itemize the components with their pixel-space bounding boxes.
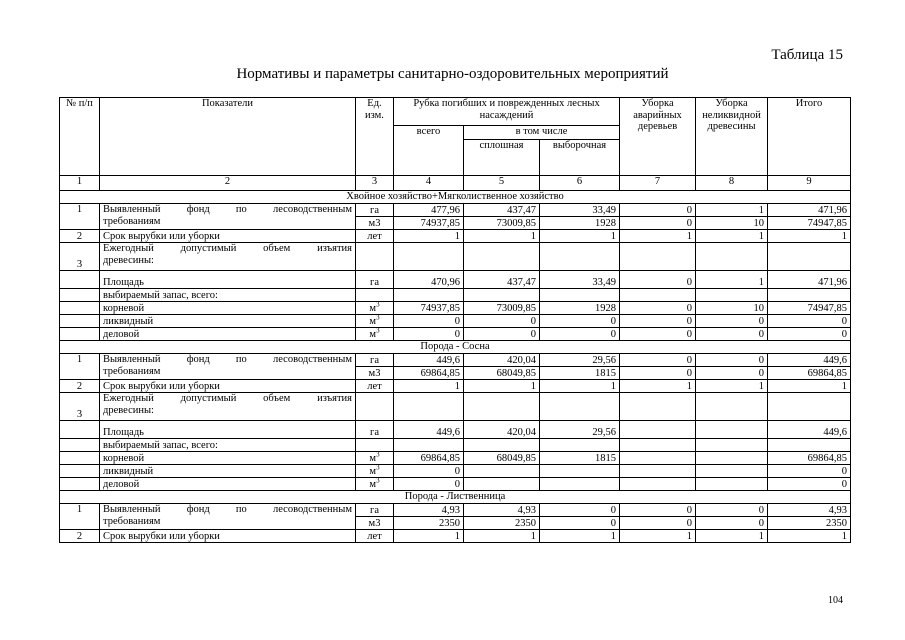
empty-cell (60, 271, 100, 289)
value-cell: 74937,85 (394, 217, 464, 230)
value-cell: 0 (540, 328, 620, 341)
column-number: 6 (540, 176, 620, 191)
value-cell (696, 452, 768, 465)
value-cell: 0 (464, 328, 540, 341)
row-number: 3 (60, 393, 100, 421)
unit-cell (356, 328, 394, 341)
value-cell: 73009,85 (464, 217, 540, 230)
table-row (60, 530, 851, 543)
value-cell (620, 478, 696, 491)
value-cell: 0 (620, 271, 696, 289)
unit-superscript: 3 (376, 300, 380, 308)
indicator-label: Срок вырубки или уборки (100, 530, 356, 543)
header-indicator: Показатели (100, 98, 356, 176)
row-number: 2 (60, 380, 100, 393)
header-itogo: Итого (768, 98, 851, 176)
value-cell: 1928 (540, 217, 620, 230)
unit-superscript: 3 (376, 313, 380, 321)
table-row (60, 302, 851, 315)
section-heading-row (60, 191, 851, 204)
empty-cell (464, 289, 540, 302)
indicator-label: ликвидный (100, 315, 356, 328)
unit-cell (356, 302, 394, 315)
column-number: 2 (100, 176, 356, 191)
indicator-label: деловой (100, 478, 356, 491)
indicator-label-line: Выявленный фонд по лесоводственным (103, 354, 352, 365)
unit-text: м (369, 315, 377, 327)
table-row (60, 393, 851, 421)
unit-cell: га (356, 204, 394, 217)
unit-cell: м3 (356, 367, 394, 380)
empty-cell (620, 439, 696, 452)
table-row (60, 421, 851, 439)
indicator-label (100, 393, 356, 421)
value-cell: 437,47 (464, 204, 540, 217)
empty-cell (60, 289, 100, 302)
value-cell: 0 (540, 517, 620, 530)
value-cell: 420,04 (464, 354, 540, 367)
value-cell: 1 (768, 380, 851, 393)
value-cell: 0 (696, 315, 768, 328)
value-cell: 1 (464, 230, 540, 243)
value-cell: 449,6 (394, 421, 464, 439)
table-row (60, 452, 851, 465)
empty-cell (696, 393, 768, 421)
table-row (60, 478, 851, 491)
indicator-label: выбираемый запас, всего: (100, 439, 356, 452)
value-cell: 0 (768, 328, 851, 341)
column-number: 7 (620, 176, 696, 191)
value-cell: 4,93 (394, 504, 464, 517)
indicator-label-line: Ежегодный допустимый объем изъятия (103, 393, 352, 404)
value-cell: 471,96 (768, 204, 851, 217)
value-cell: 437,47 (464, 271, 540, 289)
value-cell: 1 (540, 230, 620, 243)
indicator-label: Площадь (100, 421, 356, 439)
value-cell: 0 (620, 504, 696, 517)
section-heading: Хвойное хозяйство+Мягколиственное хозяйство (60, 191, 851, 204)
value-cell: 1 (768, 230, 851, 243)
column-number: 3 (356, 176, 394, 191)
header-felling: Рубка погибших и поврежденных лесных насаждений (394, 98, 620, 126)
indicator-label (100, 504, 356, 530)
indicator-label-line: требованиям (103, 515, 161, 527)
row-number: 2 (60, 530, 100, 543)
empty-cell (768, 289, 851, 302)
value-cell: 74937,85 (394, 302, 464, 315)
section-heading: Порода - Лиственница (60, 491, 851, 504)
value-cell: 1 (620, 380, 696, 393)
empty-cell (394, 439, 464, 452)
value-cell: 1815 (540, 452, 620, 465)
value-cell: 0 (540, 504, 620, 517)
value-cell: 69864,85 (768, 452, 851, 465)
value-cell: 0 (696, 354, 768, 367)
empty-cell (356, 289, 394, 302)
indicator-label: Срок вырубки или уборки (100, 380, 356, 393)
unit-text: м (369, 328, 377, 340)
value-cell: 1 (696, 204, 768, 217)
value-cell: 0 (620, 315, 696, 328)
unit-cell: га (356, 354, 394, 367)
value-cell: 68049,85 (464, 452, 540, 465)
value-cell (696, 465, 768, 478)
value-cell: 1 (394, 380, 464, 393)
value-cell: 1 (696, 230, 768, 243)
indicator-label: Срок вырубки или уборки (100, 230, 356, 243)
value-cell: 33,49 (540, 204, 620, 217)
value-cell: 449,6 (768, 354, 851, 367)
empty-cell (60, 465, 100, 478)
value-cell: 470,96 (394, 271, 464, 289)
empty-cell (696, 289, 768, 302)
column-number: 9 (768, 176, 851, 191)
empty-cell (60, 452, 100, 465)
value-cell: 449,6 (768, 421, 851, 439)
indicator-label-line: Выявленный фонд по лесоводственным (103, 504, 352, 515)
empty-cell (768, 393, 851, 421)
indicator-label: ликвидный (100, 465, 356, 478)
value-cell: 0 (394, 328, 464, 341)
unit-cell: га (356, 504, 394, 517)
table-row (60, 230, 851, 243)
value-cell: 0 (768, 478, 851, 491)
value-cell: 2350 (464, 517, 540, 530)
indicator-label-line: Выявленный фонд по лесоводственным (103, 204, 352, 215)
value-cell: 0 (464, 315, 540, 328)
value-cell: 0 (620, 367, 696, 380)
indicator-label (100, 354, 356, 380)
value-cell: 0 (620, 302, 696, 315)
table-row (60, 289, 851, 302)
empty-cell (540, 243, 620, 271)
unit-cell: лет (356, 230, 394, 243)
section-heading-row (60, 491, 851, 504)
table-row (60, 315, 851, 328)
value-cell: 0 (620, 517, 696, 530)
value-cell: 4,93 (464, 504, 540, 517)
empty-cell (394, 289, 464, 302)
table-row (60, 380, 851, 393)
norms-table (59, 97, 851, 543)
empty-cell (696, 439, 768, 452)
unit-cell (356, 315, 394, 328)
empty-cell (464, 393, 540, 421)
row-number: 1 (60, 504, 100, 530)
empty-cell (464, 243, 540, 271)
value-cell: 1 (620, 530, 696, 543)
empty-cell (696, 243, 768, 271)
value-cell: 0 (696, 328, 768, 341)
unit-text: м (369, 465, 377, 477)
value-cell (696, 478, 768, 491)
indicator-label (100, 204, 356, 230)
header-illiquid: Уборка неликвидной древесины (696, 98, 768, 176)
unit-text: м (369, 302, 377, 314)
header-clear: сплошная (464, 140, 540, 176)
empty-cell (540, 393, 620, 421)
page-number: 104 (828, 595, 843, 606)
value-cell: 0 (394, 315, 464, 328)
value-cell: 1 (768, 530, 851, 543)
value-cell: 0 (768, 315, 851, 328)
empty-cell (60, 302, 100, 315)
value-cell: 477,96 (394, 204, 464, 217)
indicator-label-line: древесины: (103, 254, 154, 266)
indicator-label-line: древесины: (103, 404, 154, 416)
unit-cell: м3 (356, 217, 394, 230)
empty-cell (620, 393, 696, 421)
value-cell: 69864,85 (394, 452, 464, 465)
value-cell: 0 (394, 478, 464, 491)
table-row (60, 465, 851, 478)
unit-cell: лет (356, 380, 394, 393)
column-number-row (60, 176, 851, 191)
header-num: № п/п (60, 98, 100, 176)
empty-cell (768, 439, 851, 452)
column-number: 1 (60, 176, 100, 191)
indicator-label: выбираемый запас, всего: (100, 289, 356, 302)
empty-cell (768, 243, 851, 271)
value-cell: 29,56 (540, 354, 620, 367)
value-cell: 2350 (768, 517, 851, 530)
value-cell (540, 478, 620, 491)
value-cell: 68049,85 (464, 367, 540, 380)
table-number-label: Таблица 15 (771, 47, 843, 63)
unit-text: м (369, 478, 377, 490)
indicator-label: деловой (100, 328, 356, 341)
indicator-label (100, 243, 356, 271)
empty-cell (620, 243, 696, 271)
value-cell: 471,96 (768, 271, 851, 289)
value-cell: 449,6 (394, 354, 464, 367)
table-row (60, 439, 851, 452)
section-heading-row (60, 341, 851, 354)
empty-cell (464, 439, 540, 452)
value-cell: 0 (696, 504, 768, 517)
indicator-label-line: требованиям (103, 215, 161, 227)
empty-cell (394, 243, 464, 271)
row-number: 2 (60, 230, 100, 243)
empty-cell (540, 289, 620, 302)
row-number: 3 (60, 243, 100, 271)
value-cell: 1815 (540, 367, 620, 380)
value-cell: 1 (696, 530, 768, 543)
header-felling-total: всего (394, 126, 464, 176)
value-cell: 69864,85 (394, 367, 464, 380)
header-selective: выборочная (540, 140, 620, 176)
empty-cell (356, 439, 394, 452)
empty-cell (356, 393, 394, 421)
indicator-label: корневой (100, 302, 356, 315)
value-cell (464, 478, 540, 491)
unit-cell (356, 478, 394, 491)
indicator-label-line: требованиям (103, 365, 161, 377)
section-heading: Порода - Сосна (60, 341, 851, 354)
value-cell: 74947,85 (768, 217, 851, 230)
value-cell: 0 (394, 465, 464, 478)
table-row (60, 204, 851, 217)
value-cell: 1 (464, 530, 540, 543)
empty-cell (60, 328, 100, 341)
value-cell: 10 (696, 302, 768, 315)
empty-cell (540, 439, 620, 452)
unit-superscript: 3 (376, 450, 380, 458)
unit-superscript: 3 (376, 326, 380, 334)
value-cell: 0 (620, 217, 696, 230)
empty-cell (60, 421, 100, 439)
value-cell: 1 (540, 380, 620, 393)
unit-cell: м3 (356, 517, 394, 530)
value-cell: 0 (620, 328, 696, 341)
unit-cell (356, 465, 394, 478)
value-cell: 0 (620, 354, 696, 367)
indicator-label-line: Ежегодный допустимый объем изъятия (103, 243, 352, 254)
table-row (60, 504, 851, 517)
unit-cell: га (356, 421, 394, 439)
row-number: 1 (60, 354, 100, 380)
indicator-label: Площадь (100, 271, 356, 289)
table-row (60, 354, 851, 367)
empty-cell (356, 243, 394, 271)
value-cell: 1 (696, 271, 768, 289)
header-including: в том числе (464, 126, 620, 140)
value-cell: 29,56 (540, 421, 620, 439)
value-cell: 0 (696, 367, 768, 380)
value-cell: 10 (696, 217, 768, 230)
value-cell: 0 (696, 517, 768, 530)
table-row (60, 243, 851, 271)
empty-cell (60, 478, 100, 491)
unit-superscript: 3 (376, 476, 380, 484)
column-number: 5 (464, 176, 540, 191)
value-cell: 73009,85 (464, 302, 540, 315)
header-emergency: Уборка аварийных деревьев (620, 98, 696, 176)
value-cell: 2350 (394, 517, 464, 530)
empty-cell (60, 439, 100, 452)
value-cell: 1 (540, 530, 620, 543)
empty-cell (620, 289, 696, 302)
value-cell (620, 421, 696, 439)
value-cell: 69864,85 (768, 367, 851, 380)
value-cell: 33,49 (540, 271, 620, 289)
value-cell: 1 (620, 230, 696, 243)
value-cell: 0 (540, 315, 620, 328)
unit-cell: лет (356, 530, 394, 543)
table-row (60, 328, 851, 341)
unit-cell (356, 452, 394, 465)
value-cell: 1 (394, 530, 464, 543)
value-cell (696, 421, 768, 439)
value-cell: 1928 (540, 302, 620, 315)
value-cell (464, 465, 540, 478)
value-cell: 74947,85 (768, 302, 851, 315)
unit-superscript: 3 (376, 463, 380, 471)
value-cell (540, 465, 620, 478)
value-cell: 1 (696, 380, 768, 393)
table-row (60, 271, 851, 289)
header-unit: Ед. изм. (356, 98, 394, 176)
value-cell (620, 465, 696, 478)
value-cell: 1 (464, 380, 540, 393)
value-cell: 0 (620, 204, 696, 217)
indicator-label: корневой (100, 452, 356, 465)
row-number: 1 (60, 204, 100, 230)
empty-cell (394, 393, 464, 421)
value-cell: 4,93 (768, 504, 851, 517)
value-cell (620, 452, 696, 465)
unit-cell: га (356, 271, 394, 289)
document-title: Нормативы и параметры санитарно-оздоровительных мероприятий (236, 66, 669, 82)
unit-text: м (369, 452, 377, 464)
column-number: 8 (696, 176, 768, 191)
value-cell: 1 (394, 230, 464, 243)
value-cell: 0 (768, 465, 851, 478)
empty-cell (60, 315, 100, 328)
value-cell: 420,04 (464, 421, 540, 439)
column-number: 4 (394, 176, 464, 191)
